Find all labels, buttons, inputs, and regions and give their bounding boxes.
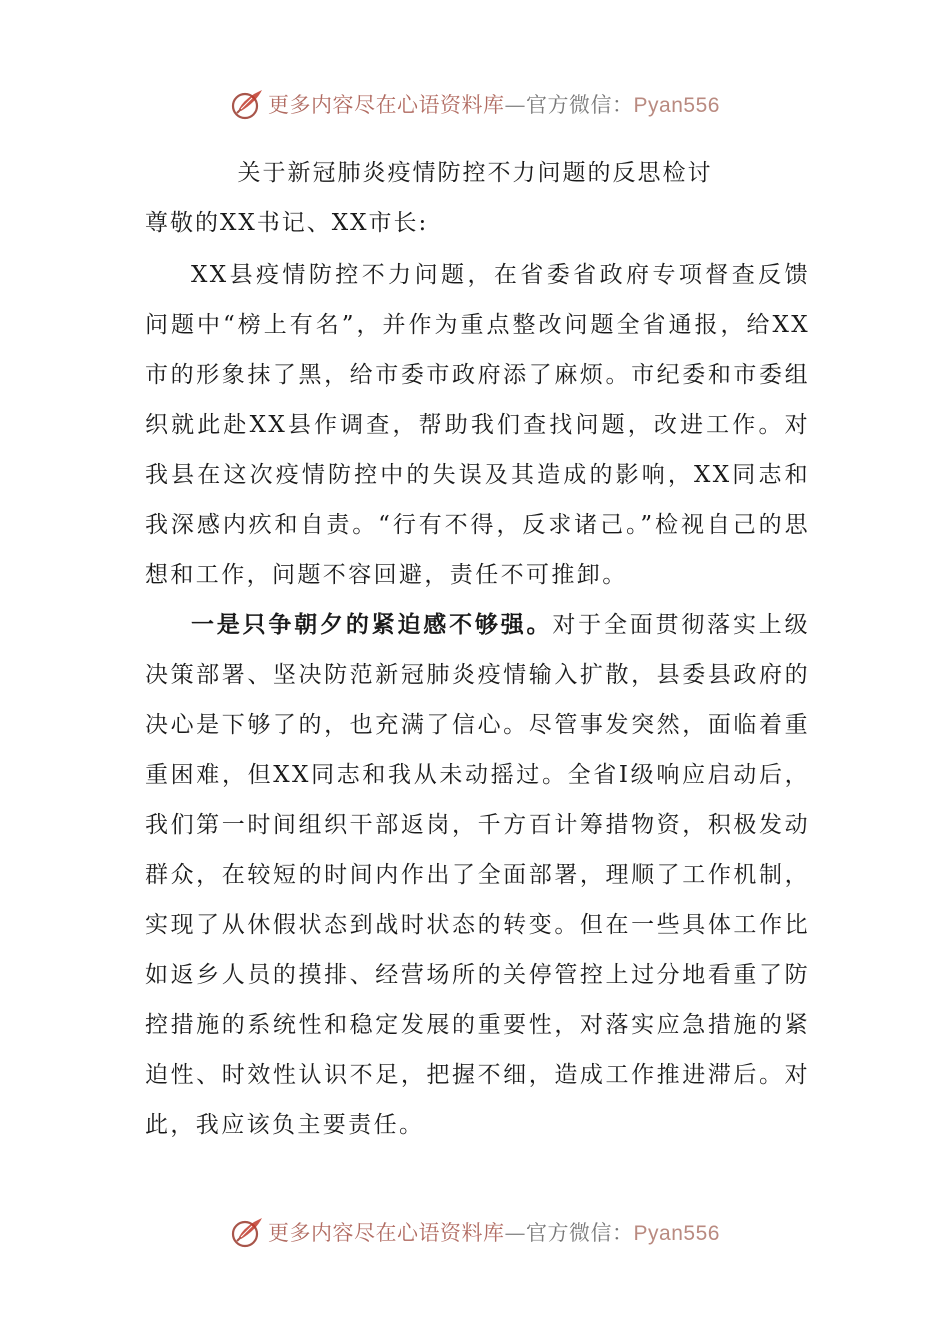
watermark-account: Pyan556 [633,94,720,117]
watermark-footer [0,1212,950,1252]
paragraph-1-text: XX县疫情防控不力问题，在省委省政府专项督查反馈问题中“榜上有名”，并作为重点整改问题全省通报，给XX市的形象抹了黑，给市委市政府添了麻烦。市纪委和市委组织就此赴XX县作调查，帮助我们查找问题，改进工作。对我县在这次疫情防控中的失误及其造成的影响，XX同志和我深感内疚和自责。“行有不得，反求诸己。”检视自己的思想和工作，问题不容回避，责任不可推卸。 [145,262,810,588]
document-title: 关于新冠肺炎疫情防控不力问题的反思检讨 [237,160,713,186]
watermark-official-label: 官方微信： [526,93,634,117]
watermark-text [268,89,720,119]
document-body [145,250,810,1150]
paragraph-2 [145,600,810,1150]
paragraph-2-text: 对于全面贯彻落实上级决策部署、坚决防范新冠肺炎疫情输入扩散，县委县政府的决心是下够了的，也充满了信心。尽管事发突然，面临着重重困难，但XX同志和我从未动摇过。全省Ⅰ级响应启动后，我们第一时间组织干部返岗，千方百计筹措物资，积极发动群众，在较短的时间内作出了全面部署，理顺了工作机制，实现了从休假状态到战时状态的转变。但在一些具体工作比如返乡人员的摸排、经营场所的关停管控上过分地看重了防控措施的系统性和稳定发展的重要性，对落实应急措施的紧迫性、时效性认识不足，把握不细，造成工作推进滞后。对此，我应该负主要责任。 [145,612,811,1138]
watermark-account: Pyan556 [633,1222,720,1245]
watermark-brand: 更多内容尽在心语资料库 [268,1221,505,1245]
paragraph-2-lead: 一是只争朝夕的紧迫感不够强。 [191,612,553,638]
salutation: 尊敬的XX书记、XX市长: [145,210,429,236]
watermark-text [268,1217,720,1247]
watermark-official-label: 官方微信： [526,1221,634,1245]
watermark-header [0,84,950,124]
quill-logo-icon [230,87,264,121]
quill-logo-icon [230,1215,264,1249]
paragraph-1 [145,250,810,600]
watermark-separator: — [504,93,527,117]
watermark-separator: — [504,1221,527,1245]
watermark-brand: 更多内容尽在心语资料库 [268,93,505,117]
